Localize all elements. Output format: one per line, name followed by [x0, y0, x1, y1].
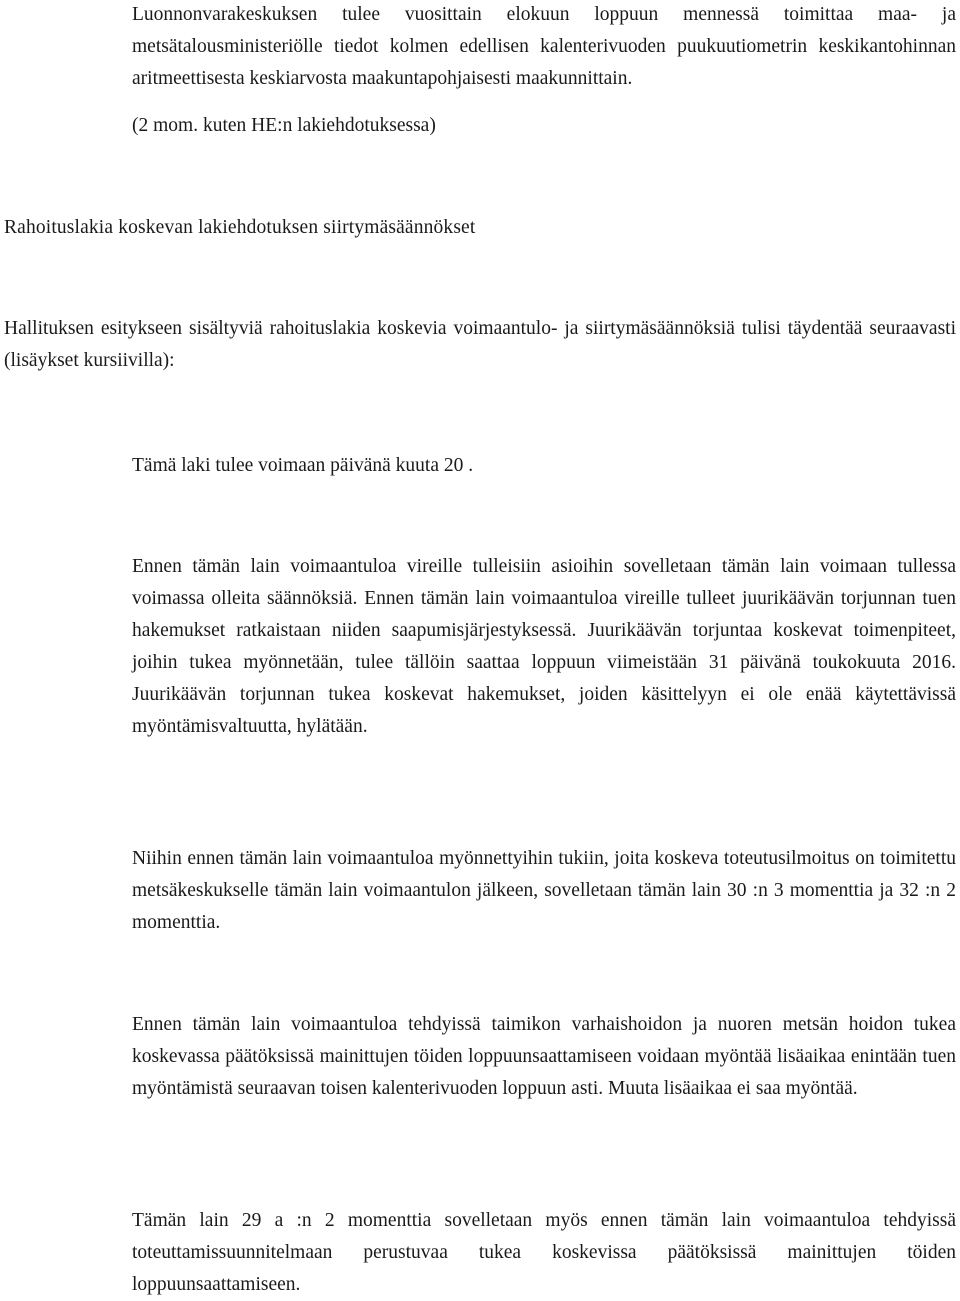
- transition-paragraph-1: Ennen tämän lain voimaantuloa vireille tulleisiin asioihin sovelletaan tämän lain voimaan tullessa voimassa olleita säännöksiä. Ennen tämän lain voimaantuloa vireille tulleet juurikäävän torjunnan tuen hakemukset ratkaistaan niiden saapumisjärjestyksessä. Juurikäävän torjuntaa koskevat toimenpiteet, joihin tukea myönnetään, tulee tällöin saattaa loppuun viimeistään 31 päivänä toukokuuta 2016. Juurikäävän torjunnan tukea koskevat hakemukset, joiden käsittelyyn ei ole enää käytettävissä myöntämisvaltuutta, hylätään.: [132, 556, 956, 737]
- transition-paragraph-2: Niihin ennen tämän lain voimaantuloa myönnettyihin tukiin, joita koskeva toteutusilmoitus on toimitettu metsäkeskukselle tämän lain voimaantulon jälkeen, sovelletaan tämän lain 30 :n 3 momenttia ja 32 :n 2 momenttia.: [132, 848, 956, 933]
- section-heading: Rahoituslakia koskevan lakiehdotuksen siirtymäsäännökset: [4, 217, 476, 238]
- transition-paragraph-3: Ennen tämän lain voimaantuloa tehdyissä taimikon varhaishoidon ja nuoren metsän hoidon tukea koskevassa päätöksissä mainittujen töiden loppuunsaattamiseen voidaan myöntää lisäaikaa enintään tuen myöntämistä seuraavan toisen kalenterivuoden loppuun asti. Muuta lisäaikaa ei saa myöntää.: [132, 1014, 956, 1099]
- entry-into-force-paragraph: Tämä laki tulee voimaan päivänä kuuta 20 .: [132, 455, 474, 476]
- intro-paragraph: Hallituksen esitykseen sisältyviä rahoituslakia koskevia voimaantulo- ja siirtymäsäännöksiä tulisi täydentää seuraavasti (lisäykset kursiivilla):: [4, 318, 956, 371]
- top-paragraph: Luonnonvarakeskuksen tulee vuosittain elokuun loppuun mennessä toimittaa maa- ja metsätalousministeriölle tiedot kolmen edellisen kalenterivuoden puukuutiometrin keskikantohinnan aritmeettisesta keskiarvosta maakuntapohjaisesti maakunnittain.: [132, 4, 956, 89]
- transition-paragraph-4: Tämän lain 29 a :n 2 momenttia sovelletaan myös ennen tämän lain voimaantuloa tehdyissä toteuttamissuunnitelmaan perustuvaa tukea koskevissa päätöksissä mainittujen töiden loppuunsaattamiseen.: [132, 1210, 956, 1295]
- moment-note: (2 mom. kuten HE:n lakiehdotuksessa): [132, 115, 436, 136]
